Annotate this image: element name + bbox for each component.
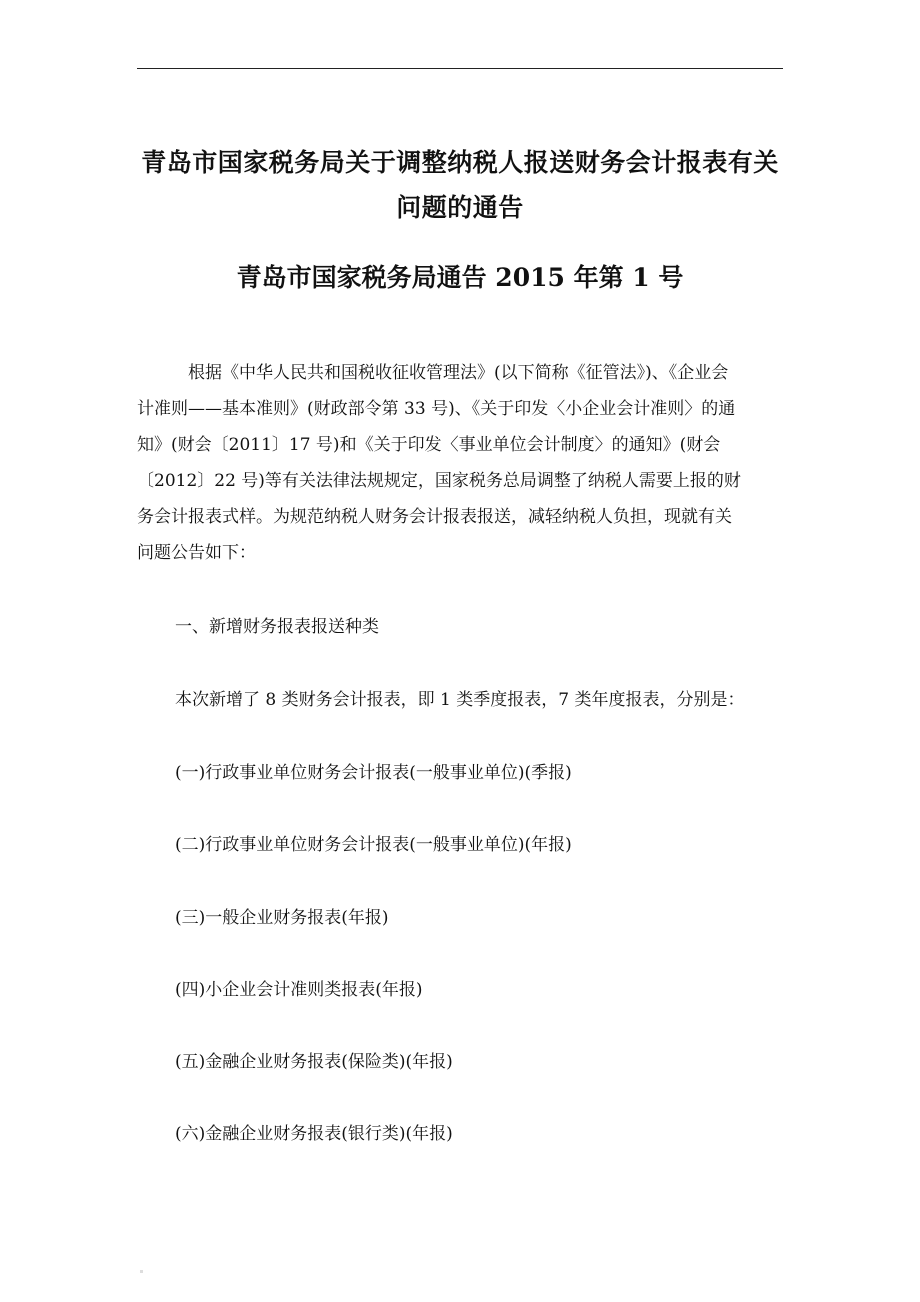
paragraph-line: 根据《中华人民共和国税收征收管理法》(以下简称《征管法》)、《企业会 xyxy=(137,363,729,383)
paragraph-line: 计准则——基本准则》(财政部令第 33 号)、《关于印发〈小企业会计准则〉的通 xyxy=(137,399,736,419)
paragraph-line: 知》(财会〔2011〕17 号)和《关于印发〈事业单位会计制度〉的通知》(财会 xyxy=(137,435,721,455)
section-heading: 一、新增财务报表报送种类 xyxy=(175,617,379,637)
list-item: (六)金融企业财务报表(银行类)(年报) xyxy=(175,1124,453,1144)
paragraph-line: 问题公告如下： xyxy=(137,543,256,563)
list-item: (一)行政事业单位财务会计报表(一般事业单位)(季报) xyxy=(175,763,572,783)
paragraph-line: 〔2012〕22 号)等有关法律法规规定，国家税务总局调整了纳税人需要上报的财 xyxy=(137,471,741,491)
notice-number: 青岛市国家税务局通告 2015 年第 1 号 xyxy=(236,263,684,292)
paragraph-line: 务会计报表式样。为规范纳税人财务会计报表报送，减轻纳税人负担，现就有关 xyxy=(137,507,732,527)
list-item: (五)金融企业财务报表(保险类)(年报) xyxy=(175,1052,453,1072)
list-item: (三)一般企业财务报表(年报) xyxy=(175,908,389,928)
section-intro: 本次新增了 8 类财务会计报表，即 1 类季度报表，7 类年度报表，分别是： xyxy=(175,690,745,710)
list-item: (二)行政事业单位财务会计报表(一般事业单位)(年报) xyxy=(175,835,572,855)
document-title-line-2: 问题的通告 xyxy=(396,193,524,222)
header-rule xyxy=(137,68,783,69)
page-speck xyxy=(140,1270,143,1273)
list-item: (四)小企业会计准则类报表(年报) xyxy=(175,980,423,1000)
document-title-line-1: 青岛市国家税务局关于调整纳税人报送财务会计报表有关 xyxy=(141,148,779,177)
